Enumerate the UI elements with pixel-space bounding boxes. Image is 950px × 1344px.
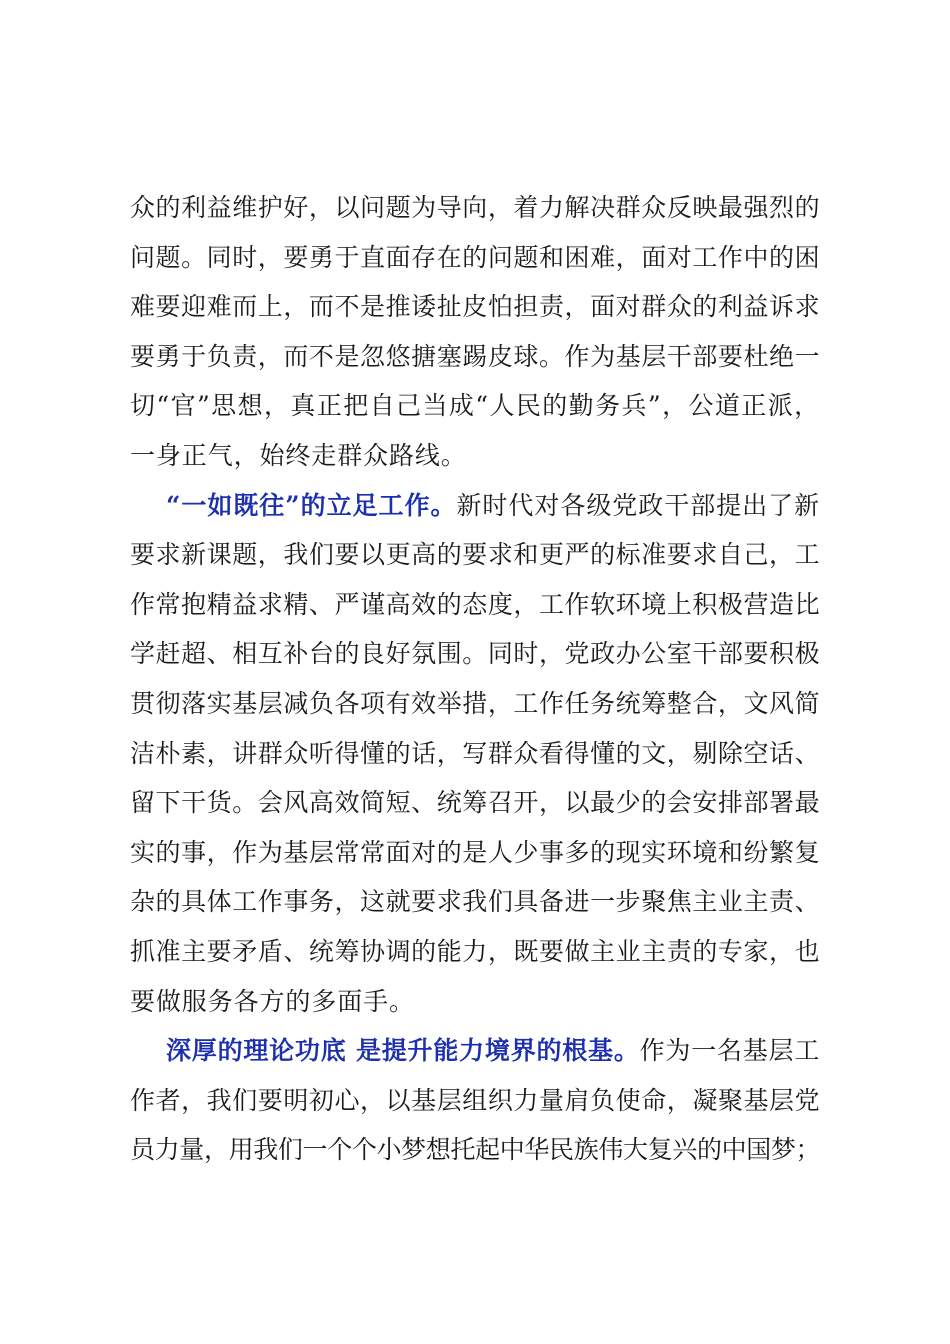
text-line: 一身正气，始终走群众路线。 bbox=[130, 440, 467, 470]
text-line: 要勇于负责，而不是忽悠搪塞踢皮球。作为基层干部要杜绝一 bbox=[130, 341, 820, 371]
text-line: 实的事，作为基层常常面对的是人少事多的现实环境和纷繁复 bbox=[130, 837, 820, 867]
paragraph-heading: “一如既往”的立足工作。 bbox=[166, 490, 457, 520]
text-line-first bbox=[130, 481, 820, 531]
text-line: 员力量，用我们一个个小梦想托起中华民族伟大复兴的中国梦； bbox=[130, 1135, 821, 1165]
text-line: 要做服务各方的多面手。 bbox=[130, 986, 415, 1016]
text-line: 洁朴素，讲群众听得懂的话，写群众看得懂的文，剔除空话、 bbox=[130, 738, 820, 768]
paragraph-3 bbox=[130, 1026, 820, 1175]
text-run: 作为一名基层工 bbox=[639, 1036, 820, 1066]
text-line: 要求新课题，我们要以更高的要求和更严的标准要求自己，工 bbox=[130, 540, 820, 570]
text-line: 问题。同时，要勇于直面存在的问题和困难，面对工作中的困 bbox=[130, 242, 820, 272]
text-line: 切“官”思想，真正把自己当成“人民的勤务兵”，公道正派， bbox=[130, 391, 820, 421]
text-line: 留下干货。会风高效简短、统筹召开，以最少的会安排部署最 bbox=[130, 788, 820, 818]
text-line: 抓准主要矛盾、统筹协调的能力，既要做主业主责的专家，也 bbox=[130, 936, 820, 966]
text-line: 作常抱精益求精、严谨高效的态度，工作软环境上积极营造比 bbox=[130, 589, 820, 619]
text-line: 杂的具体工作事务，这就要求我们具备进一步聚焦主业主责、 bbox=[130, 887, 820, 917]
text-line: 众的利益维护好，以问题为导向，着力解决群众反映最强烈的 bbox=[130, 193, 820, 222]
text-line: 作者，我们要明初心，以基层组织力量肩负使命，凝聚基层党 bbox=[130, 1085, 820, 1115]
paragraph-2 bbox=[130, 481, 820, 1027]
text-line: 学赶超、相互补台的良好氛围。同时，党政办公室干部要积极 bbox=[130, 639, 820, 669]
paragraph-1 bbox=[130, 183, 820, 481]
text-line: 贯彻落实基层减负各项有效举措，工作任务统筹整合，文风简 bbox=[130, 688, 820, 718]
paragraph-heading: 深厚的理论功底 是提升能力境界的根基。 bbox=[166, 1036, 640, 1066]
text-line-first bbox=[130, 1026, 820, 1076]
text-line: 难要迎难而上，而不是推诿扯皮怕担责，面对群众的利益诉求 bbox=[130, 292, 820, 322]
document-body bbox=[130, 183, 820, 1175]
text-run: 新时代对各级党政干部提出了新 bbox=[456, 490, 821, 520]
